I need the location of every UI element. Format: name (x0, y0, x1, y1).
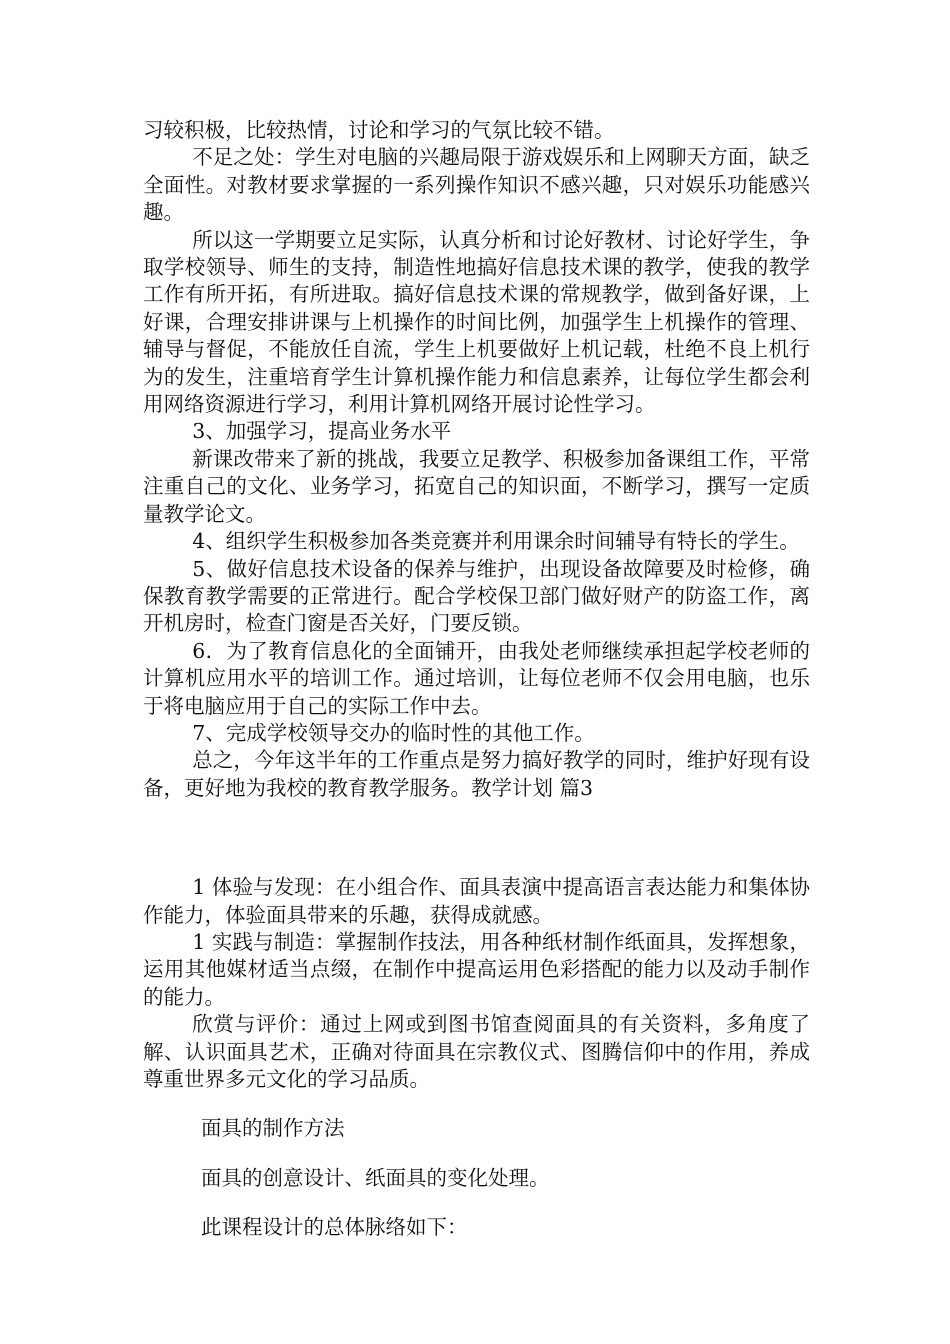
paragraph-semester-plan: 所以这一学期要立足实际，认真分析和讨论好教材、讨论好学生，争取学校领导、师生的支持，制造性地搞好信息技术课的教学，使我的教学工作有所开拓，有所进取。搞好信息技术课的常规教学，做到备好课，上好课，合理安排讲课与上机操作的时间比例，加强学生上机操作的管理、辅导与督促，不能放任自流，学生上机要做好上机记载，杜绝不良上机行为的发生，注重培育学生计算机操作能力和信息素养，让每位学生都会利用网络资源进行学习，利用计算机网络开展讨论性学习。 (143, 227, 810, 417)
paragraph-new-curriculum: 新课改带来了新的挑战，我要立足教学、积极参加备课组工作，平常注重自己的文化、业务学习，拓宽自己的知识面，不断学习，撰写一定质量教学论文。 (143, 446, 810, 526)
paragraph-appreciation-evaluation: 欣赏与评价：通过上网或到图书馆查阅面具的有关资料，多角度了解、认识面具艺术，正确对待面具在宗教仪式、图腾信仰中的作用，养成尊重世界多元文化的学习品质。 (143, 1012, 810, 1091)
line-mask-making-method: 面具的制作方法 (201, 1116, 345, 1141)
line-mask-design: 面具的创意设计、纸面具的变化处理。 (201, 1165, 550, 1190)
paragraph-item-5: 5、做好信息技术设备的保养与维护，出现设备故障要及时检修，确保教育教学需要的正常进行。配合学校保卫部门做好财产的防盗工作，离开机房时，检查门窗是否关好，门要反锁。 (143, 556, 810, 636)
heading-item-3: 3、加强学习，提高业务水平 (192, 419, 452, 444)
paragraph-item-4: 4、组织学生积极参加各类竞赛并利用课余时间辅导有特长的学生。 (192, 529, 800, 554)
paragraph-continuation: 习较积极，比较热情，讨论和学习的气氛比较不错。 (143, 118, 615, 142)
paragraph-experience-discovery: 1 体验与发现：在小组合作、面具表演中提高语言表达能力和集体协作能力，体验面具带来的乐趣，获得成就感。 (143, 875, 810, 927)
paragraph-summary: 总之，今年这半年的工作重点是努力搞好教学的同时，维护好现有设备，更好地为我校的教育教学服务。教学计划 篇3 (143, 748, 810, 800)
document-body (143, 117, 810, 1242)
paragraph-item-7: 7、完成学校领导交办的临时性的其他工作。 (192, 720, 595, 745)
paragraph-practice-making: 1 实践与制造：掌握制作技法，用各种纸材制作纸面具，发挥想象，运用其他媒材适当点缀，在制作中提高运用色彩搭配的能力以及动手制作的能力。 (143, 929, 810, 1009)
line-course-outline: 此课程设计的总体脉络如下： (201, 1215, 468, 1240)
paragraph-item-6: 6．为了教育信息化的全面铺开，由我处老师继续承担起学校老师的计算机应用水平的培训工作。通过培训，让每位老师不仅会用电脑，也乐于将电脑应用于自己的实际工作中去。 (143, 638, 810, 718)
paragraph-shortcomings: 不足之处：学生对电脑的兴趣局限于游戏娱乐和上网聊天方面，缺乏全面性。对教材要求掌握的一系列操作知识不感兴趣，只对娱乐功能感兴趣。 (143, 145, 810, 225)
